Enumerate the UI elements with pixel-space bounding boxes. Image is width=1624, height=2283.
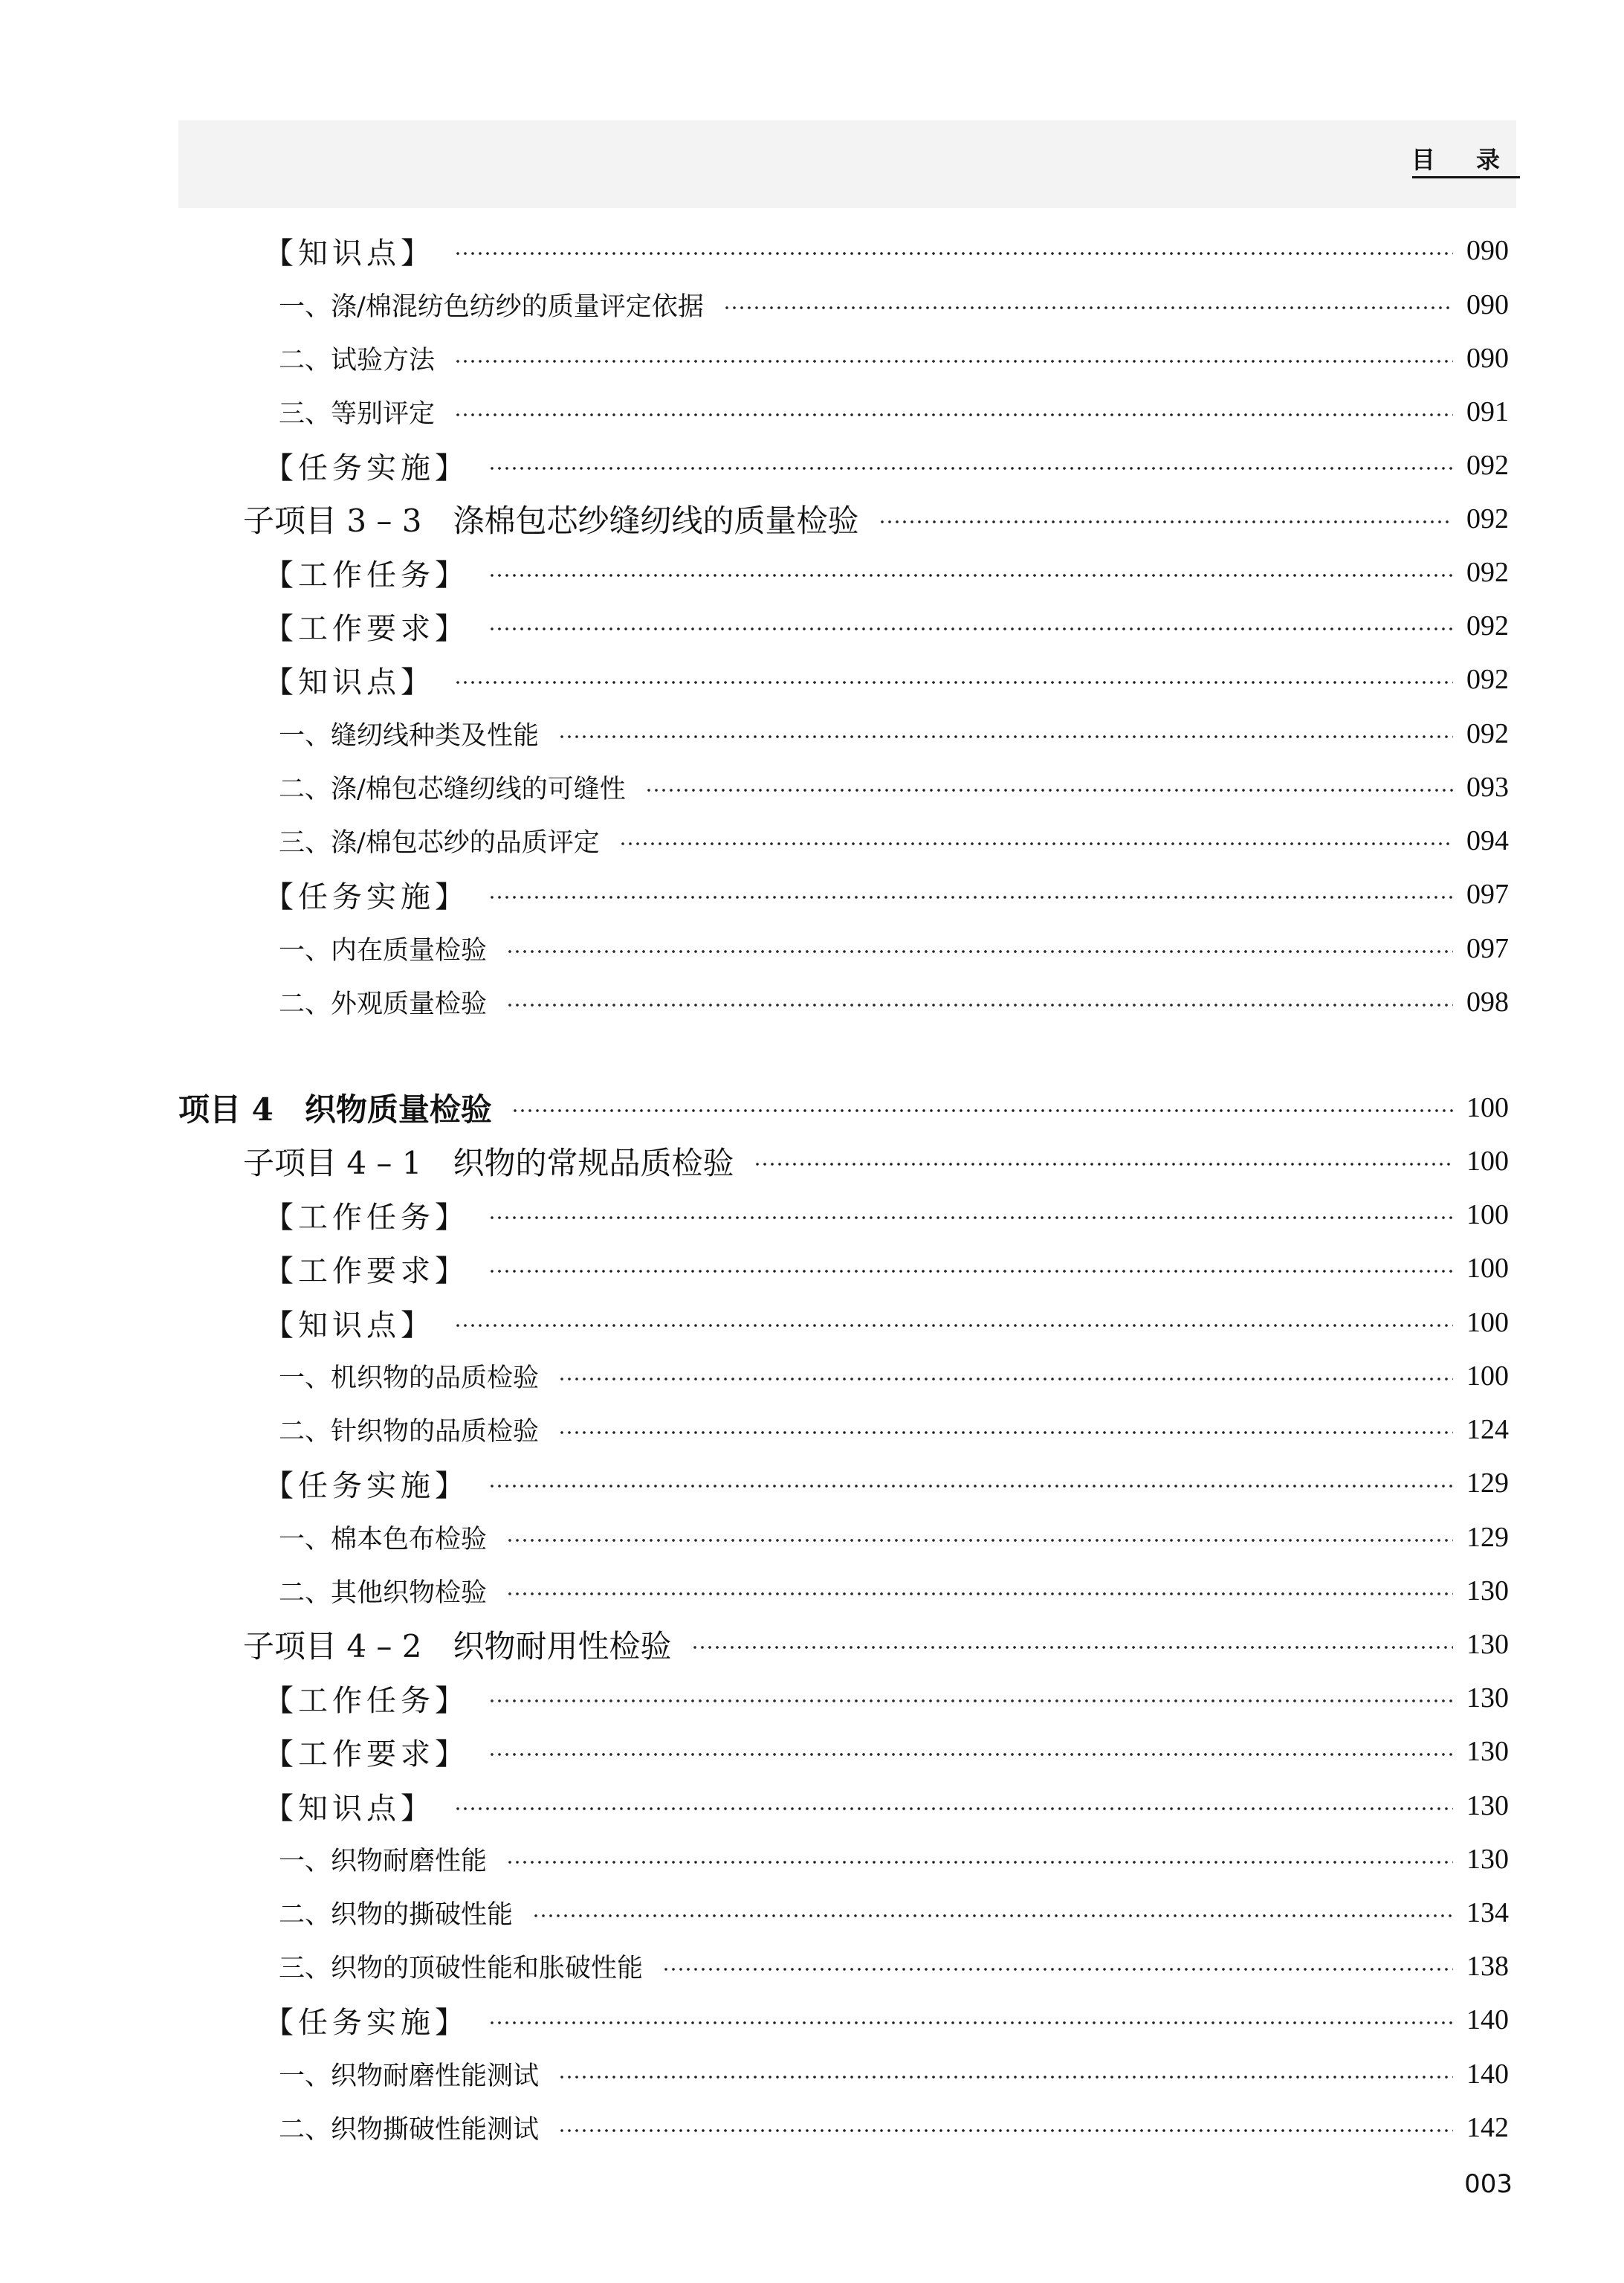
toc-leader-dots [506, 1004, 1453, 1007]
toc-entry-item[interactable] [279, 1890, 1509, 1935]
toc-leader-dots [488, 1485, 1453, 1488]
toc-entry-label: 【任务实施】 [264, 1468, 469, 1503]
toc-leader-dots [558, 2129, 1453, 2132]
toc-entry-label: 【工作任务】 [264, 1200, 469, 1235]
toc-entry-page: 092 [1466, 450, 1509, 481]
toc-leader-dots [454, 252, 1453, 255]
toc-entry-page: 093 [1466, 772, 1509, 803]
toc-entry-page: 091 [1466, 396, 1509, 427]
toc-entry-page: 130 [1466, 1844, 1509, 1875]
toc-entry-page: 130 [1466, 1575, 1509, 1607]
toc-entry-label: 【工作要求】 [264, 1737, 469, 1772]
toc-entry-label: 【工作要求】 [264, 1253, 469, 1288]
toc-entry-item[interactable] [279, 1837, 1509, 1882]
toc-entry-page: 100 [1466, 1360, 1509, 1392]
toc-entry-label: 【任务实施】 [264, 2005, 469, 2040]
toc-entry-label: 二、涤/棉包芯缝纫线的可缝性 [279, 775, 626, 804]
toc-leader-dots [488, 467, 1453, 470]
toc-entry-item[interactable] [279, 1354, 1509, 1398]
toc-entry-project[interactable] [178, 1085, 1509, 1130]
toc-leader-dots [488, 1699, 1453, 1702]
toc-entry-label: 一、机织物的品质检验 [279, 1363, 540, 1393]
toc-leader-dots [488, 627, 1453, 630]
toc-entry-page: 142 [1466, 2112, 1509, 2143]
toc-entry-page: 100 [1466, 1307, 1509, 1338]
toc-entry-label: 二、织物撕破性能测试 [279, 2115, 540, 2145]
toc-entry-item[interactable] [279, 1515, 1509, 1560]
toc-entry-page: 134 [1466, 1897, 1509, 1928]
toc-entry-page: 138 [1466, 1951, 1509, 1982]
toc-entry-item[interactable] [279, 818, 1509, 863]
toc-entry-label: 子项目 3 – 3 涤棉包芯纱缝纫线的质量检验 [243, 503, 859, 539]
toc-leader-dots [488, 1270, 1453, 1273]
toc-entry-item[interactable] [279, 926, 1509, 971]
toc-entry-bracket[interactable] [264, 1246, 1509, 1291]
toc-entry-label: 项目 4 织物质量检验 [178, 1091, 492, 1128]
toc-leader-dots [558, 1431, 1453, 1434]
toc-entry-label: 【知识点】 [264, 236, 435, 271]
toc-leader-dots [454, 1324, 1453, 1327]
toc-entry-sub[interactable] [243, 497, 1509, 541]
toc-entry-page: 100 [1466, 1092, 1509, 1123]
toc-entry-label: 【工作要求】 [264, 611, 469, 646]
toc-entry-label: 一、内在质量检验 [279, 936, 488, 966]
toc-entry-item[interactable] [279, 2052, 1509, 2096]
toc-entry-page: 129 [1466, 1522, 1509, 1553]
toc-leader-dots [454, 681, 1453, 684]
toc-entry-page: 140 [1466, 2058, 1509, 2090]
toc-leader-dots [558, 735, 1453, 738]
toc-entry-label: 【任务实施】 [264, 879, 469, 914]
toc-entry-page: 090 [1466, 343, 1509, 374]
toc-entry-label: 子项目 4 – 1 织物的常规品质检验 [243, 1145, 734, 1181]
toc-entry-bracket[interactable] [264, 1300, 1509, 1345]
toc-entry-label: 【工作任务】 [264, 1683, 469, 1718]
toc-entry-label: 【任务实施】 [264, 451, 469, 485]
toc-leader-dots [532, 1914, 1453, 1917]
toc-entry-page: 130 [1466, 1790, 1509, 1821]
toc-entry-bracket[interactable] [264, 1676, 1509, 1720]
toc-entry-label: 三、涤/棉包芯纱的品质评定 [279, 828, 600, 858]
toc-entry-label: 【工作任务】 [264, 558, 469, 592]
toc-entry-page: 130 [1466, 1736, 1509, 1767]
toc-entry-page: 140 [1466, 2004, 1509, 2035]
toc-entry-page: 092 [1466, 718, 1509, 749]
toc-leader-dots [488, 574, 1453, 577]
toc-leader-dots [662, 1968, 1453, 1971]
toc-entry-page: 130 [1466, 1682, 1509, 1714]
toc-entry-item[interactable] [279, 765, 1509, 810]
toc-entry-item[interactable] [279, 2105, 1509, 2150]
toc-leader-dots [506, 1539, 1453, 1542]
toc-entry-label: 二、针织物的品质检验 [279, 1417, 540, 1447]
toc-entry-label: 二、外观质量检验 [279, 989, 488, 1019]
toc-entry-bracket[interactable] [264, 228, 1509, 273]
toc-entry-page: 100 [1466, 1253, 1509, 1284]
toc-entry-page: 092 [1466, 557, 1509, 588]
toc-leader-dots [506, 950, 1453, 953]
toc-entry-item[interactable] [279, 711, 1509, 756]
toc-leader-dots [511, 1109, 1453, 1112]
page-number: 003 [1464, 2169, 1513, 2199]
toc-entry-label: 子项目 4 – 2 织物耐用性检验 [243, 1628, 672, 1664]
toc-entry-label: 三、等别评定 [279, 399, 436, 429]
toc-leader-dots [645, 789, 1453, 792]
toc-entry-item[interactable] [279, 980, 1509, 1024]
toc-entry-page: 097 [1466, 879, 1509, 910]
toc-leader-dots [619, 842, 1453, 845]
toc-entry-bracket[interactable] [264, 1729, 1509, 1774]
toc-entry-label: 二、试验方法 [279, 346, 436, 375]
toc-entry-sub[interactable] [243, 1139, 1509, 1184]
toc-entry-bracket[interactable] [264, 550, 1509, 595]
toc-leader-dots [454, 1807, 1453, 1810]
toc-entry-item[interactable] [279, 1569, 1509, 1613]
toc-leader-dots [488, 2021, 1453, 2024]
toc-entry-label: 【知识点】 [264, 665, 435, 700]
toc-leader-dots [723, 306, 1453, 309]
toc-entry-bracket[interactable] [264, 1461, 1509, 1505]
toc-leader-dots [691, 1646, 1454, 1649]
toc-entry-sub[interactable] [243, 1622, 1509, 1667]
toc-entry-page: 100 [1466, 1146, 1509, 1177]
toc-entry-item[interactable] [279, 390, 1509, 434]
toc-entry-label: 二、其他织物检验 [279, 1578, 488, 1608]
toc-leader-dots [454, 413, 1453, 416]
toc-entry-item[interactable] [279, 282, 1509, 327]
toc-entry-label: 三、织物的顶破性能和胀破性能 [279, 1954, 644, 1983]
toc-entry-page: 092 [1466, 664, 1509, 695]
toc-entry-page: 130 [1466, 1629, 1509, 1660]
toc-entry-item[interactable] [279, 336, 1509, 381]
toc-entry-label: 【知识点】 [264, 1308, 435, 1343]
toc-leader-dots [488, 1753, 1453, 1756]
toc-entry-item[interactable] [279, 1407, 1509, 1452]
toc-entry-page: 092 [1466, 503, 1509, 535]
toc-entry-label: 一、织物耐磨性能 [279, 1847, 488, 1876]
toc-entry-bracket[interactable] [264, 1783, 1509, 1828]
toc-entry-label: 一、棉本色布检验 [279, 1525, 488, 1554]
toc-entry-page: 090 [1466, 289, 1509, 320]
toc-entry-bracket[interactable] [264, 1192, 1509, 1237]
toc-leader-dots [558, 2076, 1453, 2079]
toc-entry-page: 098 [1466, 986, 1509, 1018]
toc-entry-page: 124 [1466, 1414, 1509, 1445]
running-header-title: 目 录 [1411, 146, 1516, 174]
toc-entry-bracket[interactable] [264, 1998, 1509, 2042]
toc-leader-dots [879, 520, 1454, 523]
toc-entry-bracket[interactable] [264, 657, 1509, 702]
toc-entry-page: 094 [1466, 825, 1509, 856]
toc-entry-bracket[interactable] [264, 872, 1509, 917]
toc-entry-page: 097 [1466, 933, 1509, 964]
toc-leader-dots [488, 896, 1453, 899]
toc-entry-page: 092 [1466, 610, 1509, 642]
toc-entry-label: 一、织物耐磨性能测试 [279, 2061, 540, 2091]
toc-entry-label: 一、涤/棉混纺色纺纱的质量评定依据 [279, 292, 704, 322]
toc-leader-dots [754, 1163, 1454, 1166]
toc-entry-bracket[interactable] [264, 443, 1509, 488]
toc-leader-dots [454, 360, 1453, 363]
toc-entry-page: 090 [1466, 235, 1509, 266]
toc-entry-item[interactable] [279, 1944, 1509, 1989]
toc-entry-page: 100 [1466, 1199, 1509, 1230]
toc-leader-dots [506, 1592, 1453, 1595]
toc-entry-label: 【知识点】 [264, 1791, 435, 1826]
toc-leader-dots [558, 1378, 1453, 1381]
toc-entry-label: 一、缝纫线种类及性能 [279, 721, 540, 751]
toc-entry-bracket[interactable] [264, 604, 1509, 648]
toc-entry-label: 二、织物的撕破性能 [279, 1900, 514, 1930]
toc-entry-page: 129 [1466, 1467, 1509, 1499]
toc-leader-dots [506, 1861, 1453, 1864]
toc-leader-dots [488, 1216, 1453, 1219]
